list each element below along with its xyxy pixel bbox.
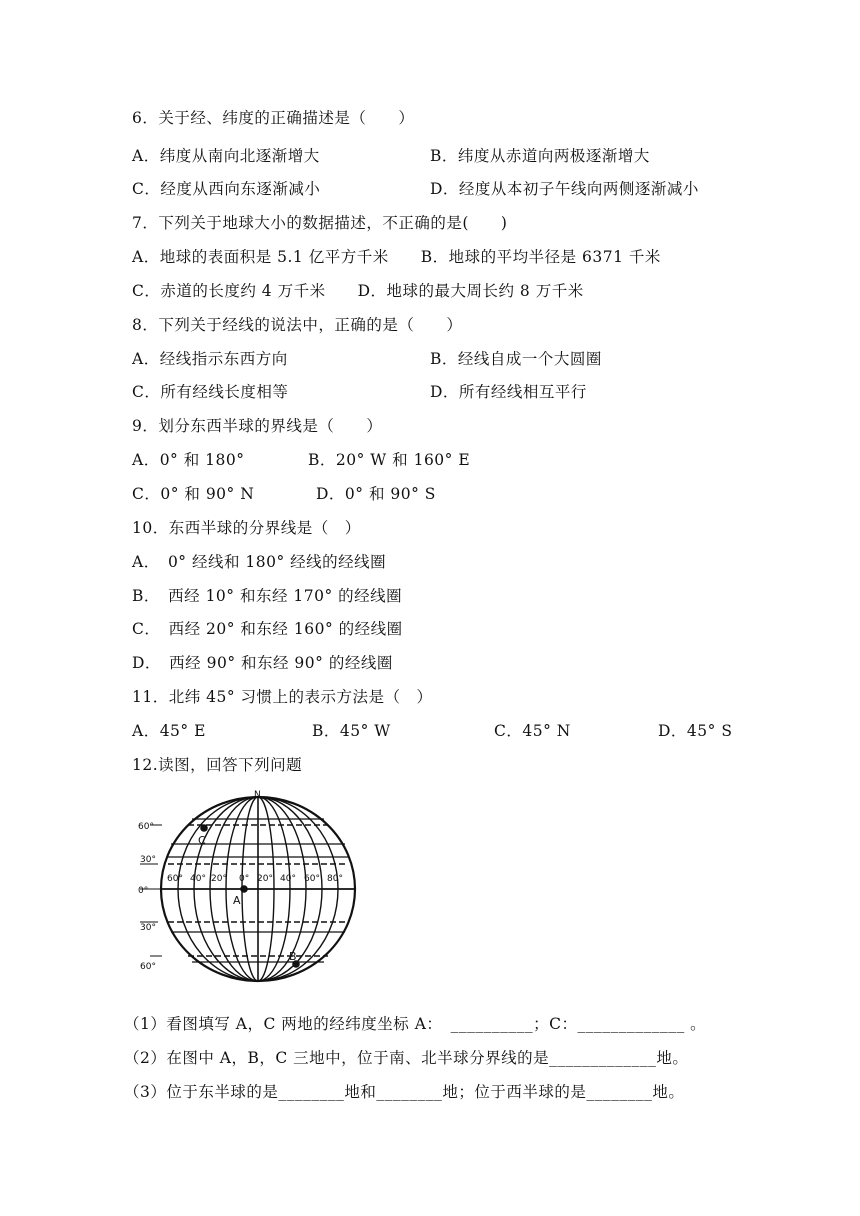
question-9-option-b: B．20° W 和 160° E xyxy=(308,451,471,469)
globe-diagram xyxy=(128,788,368,984)
globe-svg xyxy=(128,788,368,984)
question-10-option-b: B． 西经 10° 和东经 170° 的经线圈 xyxy=(132,587,403,605)
lon-label-80e: 80° xyxy=(327,874,343,884)
question-10-option-d: D． 西经 90° 和东经 90° 的经线圈 xyxy=(132,654,393,672)
lon-label-40w: 40° xyxy=(190,874,206,884)
question-8-option-c: C．所有经线长度相等 xyxy=(132,383,289,401)
lon-label-20e: 20° xyxy=(257,874,273,884)
question-8: 8．下列关于经线的说法中，正确的是（ ） xyxy=(132,316,463,334)
question-7-options-ab: A．地球的表面积是 5.1 亿平方千米 B．地球的平均半径是 6371 千米 xyxy=(132,248,661,266)
sub-question-2: （2）在图中 A，B，C 三地中，位于南、北半球分界线的是_____________地。 xyxy=(124,1049,689,1067)
lat-label-30s: 30° xyxy=(140,923,156,933)
question-6-option-d: D．经度从本初子午线向两侧逐渐减小 xyxy=(430,180,699,198)
question-8-option-b: B．经线自成一个大圆圈 xyxy=(430,350,602,368)
question-10: 10．东西半球的分界线是（ ） xyxy=(132,519,361,537)
question-11-option-c: C．45° N xyxy=(494,722,571,740)
question-6-option-c: C．经度从西向东逐渐减小 xyxy=(132,180,321,198)
point-a-label: A xyxy=(233,894,241,907)
lon-label-0: 0° xyxy=(239,874,250,884)
sub-question-1: （1）看图填写 A，C 两地的经纬度坐标 A： __________；C：_____________ 。 xyxy=(124,1015,707,1033)
question-11: 11．北纬 45° 习惯上的表示方法是（ ） xyxy=(132,688,433,706)
question-9: 9．划分东西半球的界线是（ ） xyxy=(132,417,383,435)
question-6: 6．关于经、纬度的正确描述是（ ） xyxy=(132,109,415,127)
question-6-option-b: B．纬度从赤道向两极逐渐增大 xyxy=(430,147,650,165)
lat-label-0: 0° xyxy=(138,886,149,896)
question-8-option-d: D．所有经线相互平行 xyxy=(430,383,587,401)
question-10-option-c: C． 西经 20° 和东经 160° 的经线圈 xyxy=(132,620,403,638)
question-9-option-c: C．0° 和 90° N xyxy=(132,485,255,503)
question-9-option-d: D．0° 和 90° S xyxy=(316,485,436,503)
lon-label-20w: 20° xyxy=(211,874,227,884)
point-b-label: B xyxy=(289,950,297,963)
question-10-option-a: A． 0° 经线和 180° 经线的经线圈 xyxy=(132,553,387,571)
question-9-option-a: A．0° 和 180° xyxy=(132,451,245,469)
lat-label-30n: 30° xyxy=(140,855,156,865)
sub-question-3: （3）位于东半球的是________地和________地；位于西半球的是________地。 xyxy=(124,1083,685,1101)
north-label: N xyxy=(254,790,261,800)
question-7: 7．下列关于地球大小的数据描述，不正确的是( ) xyxy=(132,214,508,232)
question-6-option-a: A．纬度从南向北逐渐增大 xyxy=(132,147,320,165)
point-c-marker xyxy=(200,824,208,832)
question-8-option-a: A．经线指示东西方向 xyxy=(132,350,288,368)
lon-label-60w: 60° xyxy=(167,874,183,884)
question-12: 12.读图，回答下列问题 xyxy=(132,756,303,774)
lon-label-60e: 60° xyxy=(304,874,320,884)
point-c-label: C xyxy=(198,834,206,847)
question-11-option-d: D．45° S xyxy=(658,722,733,740)
lat-label-60s: 60° xyxy=(140,962,156,972)
point-a-marker xyxy=(240,885,248,893)
lat-label-60n: 60° xyxy=(138,822,154,832)
question-11-option-a: A．45° E xyxy=(132,722,206,740)
question-11-option-b: B．45° W xyxy=(312,722,391,740)
lon-label-40e: 40° xyxy=(280,874,296,884)
question-7-options-cd: C．赤道的长度约 4 万千米 D．地球的最大周长约 8 万千米 xyxy=(132,282,584,300)
